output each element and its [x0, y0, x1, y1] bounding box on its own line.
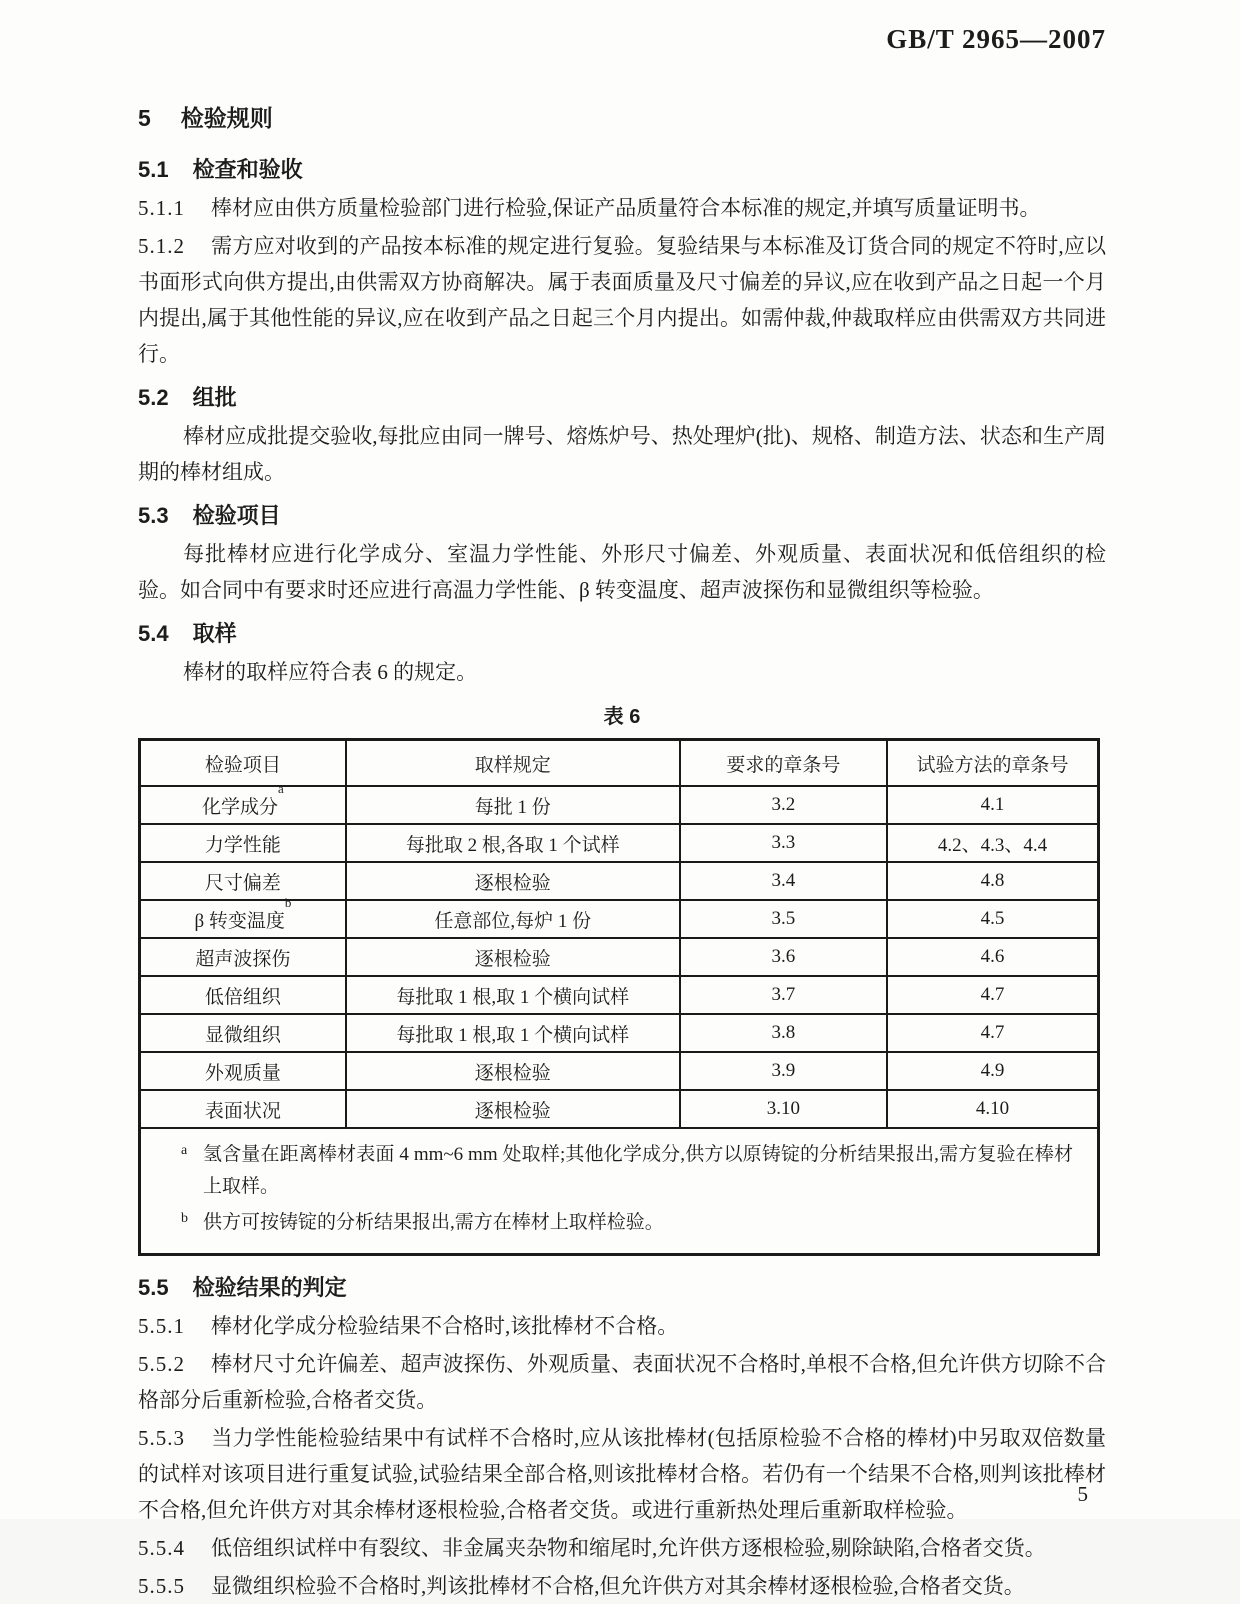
paragraph-number: 5.5.3 [138, 1426, 185, 1450]
paragraph-text: 棒材尺寸允许偏差、超声波探伤、外观质量、表面状况不合格时,单根不合格,但允许供方切除不合格部分后重新检验,合格者交货。 [138, 1352, 1106, 1412]
paragraph-5-1-1 [138, 190, 1106, 226]
clause-5-2-heading [138, 380, 1106, 416]
cell-item [140, 824, 346, 862]
cell-sampling: 逐根检验 [346, 1052, 680, 1090]
cell-test-method: 4.7 [887, 1014, 1098, 1052]
paragraph-text: 棒材化学成分检验结果不合格时,该批棒材不合格。 [211, 1314, 679, 1338]
table-row [140, 900, 1099, 938]
table-6-caption: 表 6 [603, 706, 641, 728]
clause-5-1-heading [138, 152, 1106, 188]
clause-number: 5.1 [138, 157, 169, 182]
clause-title: 取样 [192, 621, 237, 646]
cell-requirement: 3.7 [680, 976, 887, 1014]
table-row [140, 824, 1099, 862]
cell-requirement: 3.4 [680, 862, 887, 900]
table-row [140, 862, 1099, 900]
clause-title: 检验结果的判定 [192, 1275, 347, 1300]
table-row [140, 976, 1099, 1014]
cell-item [140, 894, 346, 938]
paragraph-5-3 [138, 536, 1106, 608]
cell-sampling: 逐根检验 [346, 862, 680, 900]
footnote-b-text: 供方可按铸锭的分析结果报出,需方在棒材上取样检验。 [203, 1212, 664, 1233]
clause-5-5-heading [138, 1270, 1106, 1306]
item-text: 超声波探伤 [195, 948, 291, 970]
cell-requirement: 3.2 [680, 786, 887, 824]
clause-number: 5.4 [138, 621, 169, 646]
cell-item [140, 1090, 346, 1128]
paragraph-text: 需方应对收到的产品按本标准的规定进行复验。复验结果与本标准及订货合同的规定不符时,应以书面形式向供方提出,由供需双方协商解决。属于表面质量及尺寸偏差的异议,应在收到产品之日起一个月内提出,属于其他性能的异议,应在收到产品之日起三个月内提出。如需仲裁,仲裁取样应由供需双方共同进行。 [138, 234, 1106, 366]
cell-test-method: 4.10 [887, 1090, 1098, 1128]
cell-item [140, 862, 346, 900]
paragraph-5-5-2 [138, 1346, 1106, 1418]
item-text: 力学性能 [204, 834, 281, 856]
cell-sampling: 逐根检验 [346, 938, 680, 976]
cell-test-method: 4.8 [887, 862, 1098, 900]
clause-title: 组批 [192, 385, 237, 410]
cell-test-method: 4.9 [887, 1052, 1098, 1090]
item-text: 化学成分 [202, 796, 279, 818]
paragraph-5-5-5 [138, 1568, 1106, 1604]
paragraph-number: 5.5.4 [138, 1536, 185, 1560]
standard-code-header: GB/T 2965—2007 [886, 24, 1106, 54]
footnote-ref-b: b [284, 894, 292, 910]
column-header-item: 检验项目 [140, 740, 346, 787]
paragraph-number: 5.1.2 [138, 234, 185, 258]
paragraph-text: 当力学性能检验结果中有试样不合格时,应从该批棒材(包括原检验不合格的棒材)中另取双倍数量的试样对该项目进行重复试验,试验结果全部合格,则该批棒材合格。若仍有一个结果不合格,则判该批棒材不合格,但允许供方对其余棒材逐根检验,合格者交货。或进行重新热处理后重新取样检验。 [138, 1426, 1106, 1522]
clause-5-4-heading [138, 616, 1106, 652]
page-content [138, 0, 1106, 1604]
cell-requirement: 3.8 [680, 1014, 887, 1052]
clause-5-heading [138, 100, 1106, 136]
cell-requirement: 3.10 [680, 1090, 887, 1128]
clause-title: 检验项目 [192, 503, 281, 528]
clause-number: 5.3 [138, 503, 169, 528]
paragraph-text: 低倍组织试样中有裂纹、非金属夹杂物和缩尾时,允许供方逐根检验,剔除缺陷,合格者交货。 [211, 1536, 1046, 1560]
paragraph-text: 显微组织检验不合格时,判该批棒材不合格,但允许供方对其余棒材逐根检验,合格者交货。 [211, 1574, 1025, 1598]
clause-number: 5.5 [138, 1275, 169, 1300]
item-text: 表面状况 [204, 1100, 281, 1122]
item-text: 显微组织 [204, 1024, 281, 1046]
clause-title: 检验规则 [180, 105, 273, 131]
item-text: 尺寸偏差 [204, 872, 281, 894]
table-6 [138, 738, 1100, 1256]
table-header-row [140, 740, 1099, 787]
cell-sampling: 任意部位,每炉 1 份 [346, 900, 680, 938]
paragraph-number: 5.5.5 [138, 1574, 185, 1598]
cell-item [140, 1014, 346, 1052]
paragraph-5-5-4 [138, 1530, 1106, 1566]
cell-requirement: 3.6 [680, 938, 887, 976]
paragraph-text: 棒材应由供方质量检验部门进行检验,保证产品质量符合本标准的规定,并填写质量证明书。 [211, 196, 1041, 220]
table-footnotes [140, 1128, 1099, 1255]
cell-sampling: 每批取 1 根,取 1 个横向试样 [346, 1014, 680, 1052]
paragraph-text: 棒材的取样应符合表 6 的规定。 [183, 660, 478, 684]
footnote-b [179, 1207, 1073, 1239]
clause-number: 5.2 [138, 385, 169, 410]
cell-item [140, 780, 346, 824]
column-header-requirement-clause: 要求的章条号 [680, 740, 887, 787]
paragraph-text: 棒材应成批提交验收,每批应由同一牌号、熔炼炉号、热处理炉(批)、规格、制造方法、状态和生产周期的棒材组成。 [138, 424, 1106, 484]
cell-test-method: 4.1 [887, 786, 1098, 824]
clause-number: 5 [138, 105, 151, 131]
paragraph-number: 5.5.1 [138, 1314, 185, 1338]
footnote-a-label: a [181, 1143, 188, 1158]
footnote-a-text: 氢含量在距离棒材表面 4 mm~6 mm 处取样;其他化学成分,供方以原铸锭的分析结果报出,需方复验在棒材上取样。 [203, 1144, 1073, 1197]
cell-test-method: 4.2、4.3、4.4 [887, 824, 1098, 862]
item-text: 外观质量 [204, 1062, 281, 1084]
paragraph-number: 5.1.1 [138, 196, 185, 220]
table-row [140, 786, 1099, 824]
paragraph-5-4 [138, 654, 1106, 690]
table-row [140, 1090, 1099, 1128]
clause-title: 检查和验收 [192, 157, 303, 182]
cell-requirement: 3.5 [680, 900, 887, 938]
cell-sampling: 每批 1 份 [346, 786, 680, 824]
footnote-b-label: b [181, 1211, 188, 1226]
cell-item [140, 938, 346, 976]
paragraph-number: 5.5.2 [138, 1352, 185, 1376]
paragraph-5-5-3 [138, 1420, 1106, 1528]
column-header-test-method-clause: 试验方法的章条号 [887, 740, 1098, 787]
column-header-sampling: 取样规定 [346, 740, 680, 787]
clause-5-3-heading [138, 498, 1106, 534]
paragraph-5-1-2 [138, 228, 1106, 372]
cell-test-method: 4.5 [887, 900, 1098, 938]
cell-requirement: 3.3 [680, 824, 887, 862]
cell-sampling: 每批取 2 根,各取 1 个试样 [346, 824, 680, 862]
paragraph-5-2 [138, 418, 1106, 490]
cell-requirement: 3.9 [680, 1052, 887, 1090]
item-text: β 转变温度 [194, 910, 285, 932]
cell-sampling: 每批取 1 根,取 1 个横向试样 [346, 976, 680, 1014]
cell-test-method: 4.6 [887, 938, 1098, 976]
cell-test-method: 4.7 [887, 976, 1098, 1014]
page-number: 5 [1077, 1482, 1088, 1506]
table-row [140, 938, 1099, 976]
table-row [140, 1014, 1099, 1052]
table-footnote-row [140, 1128, 1099, 1255]
cell-sampling: 逐根检验 [346, 1090, 680, 1128]
footnote-ref-a: a [278, 780, 284, 796]
cell-item [140, 1052, 346, 1090]
paragraph-text: 每批棒材应进行化学成分、室温力学性能、外形尺寸偏差、外观质量、表面状况和低倍组织的检验。如合同中有要求时还应进行高温力学性能、β 转变温度、超声波探伤和显微组织等检验。 [138, 542, 1106, 602]
footnote-a [179, 1139, 1073, 1203]
cell-item [140, 976, 346, 1014]
paragraph-5-5-1 [138, 1308, 1106, 1344]
item-text: 低倍组织 [204, 986, 281, 1008]
table-row [140, 1052, 1099, 1090]
